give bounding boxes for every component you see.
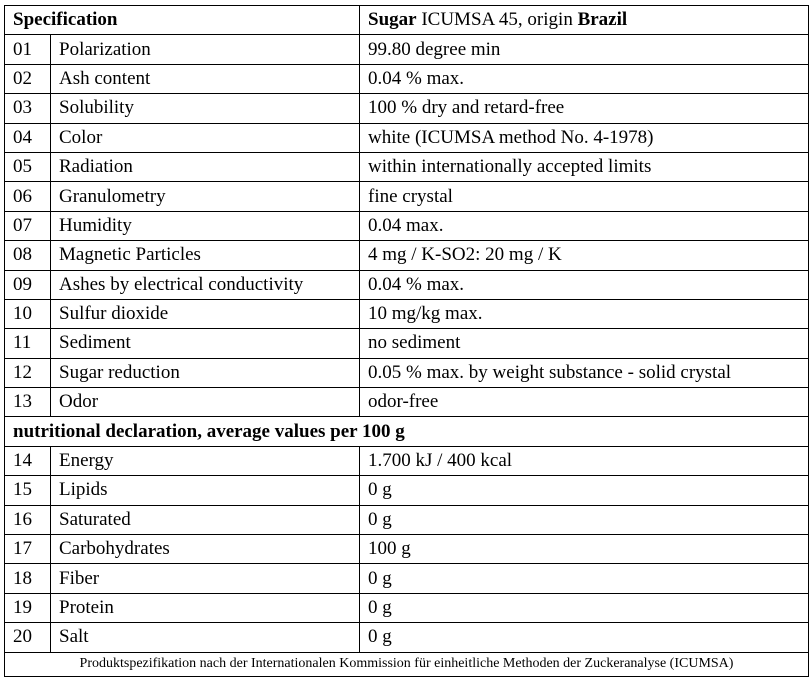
table-row — [5, 299, 809, 328]
row-property: Carbohydrates — [51, 535, 360, 564]
row-value: 0 g — [360, 476, 809, 505]
table-row — [5, 94, 809, 123]
row-number: 09 — [5, 270, 51, 299]
row-property: Protein — [51, 593, 360, 622]
row-property: Sugar reduction — [51, 358, 360, 387]
row-number: 18 — [5, 564, 51, 593]
row-value: within internationally accepted limits — [360, 152, 809, 181]
table-row — [5, 152, 809, 181]
row-value: 100 g — [360, 535, 809, 564]
row-number: 10 — [5, 299, 51, 328]
row-number: 04 — [5, 123, 51, 152]
row-value: 0 g — [360, 593, 809, 622]
row-number: 06 — [5, 182, 51, 211]
table-row — [5, 64, 809, 93]
row-property: Radiation — [51, 152, 360, 181]
row-number: 13 — [5, 388, 51, 417]
product-heading — [360, 6, 809, 35]
row-property: Salt — [51, 623, 360, 652]
row-number: 01 — [5, 35, 51, 64]
row-number: 08 — [5, 241, 51, 270]
table-row — [5, 593, 809, 622]
nutrition-section-row — [5, 417, 809, 446]
table-row — [5, 329, 809, 358]
table-row — [5, 564, 809, 593]
row-value: 1.700 kJ / 400 kcal — [360, 446, 809, 475]
row-value: 0 g — [360, 623, 809, 652]
row-property: Ashes by electrical conductivity — [51, 270, 360, 299]
row-number: 17 — [5, 535, 51, 564]
row-number: 16 — [5, 505, 51, 534]
row-number: 20 — [5, 623, 51, 652]
row-property: Ash content — [51, 64, 360, 93]
table-row — [5, 358, 809, 387]
row-value: 0.04 % max. — [360, 64, 809, 93]
row-value: fine crystal — [360, 182, 809, 211]
table-row — [5, 182, 809, 211]
row-value: 0.04 max. — [360, 211, 809, 240]
row-property: Odor — [51, 388, 360, 417]
row-property: Fiber — [51, 564, 360, 593]
row-value: 4 mg / K-SO2: 20 mg / K — [360, 241, 809, 270]
row-value: 0 g — [360, 505, 809, 534]
footer-row — [5, 652, 809, 676]
row-value: odor-free — [360, 388, 809, 417]
row-value: no sediment — [360, 329, 809, 358]
row-value: 0 g — [360, 564, 809, 593]
row-value: 0.04 % max. — [360, 270, 809, 299]
product-origin: Brazil — [577, 9, 628, 31]
row-property: Humidity — [51, 211, 360, 240]
row-property: Sulfur dioxide — [51, 299, 360, 328]
table-row — [5, 270, 809, 299]
table-row — [5, 446, 809, 475]
specification-heading: Specification — [5, 6, 360, 35]
table-row — [5, 388, 809, 417]
row-property: Magnetic Particles — [51, 241, 360, 270]
nutrition-heading: nutritional declaration, average values per 100 g — [5, 417, 809, 446]
row-number: 02 — [5, 64, 51, 93]
table-row — [5, 35, 809, 64]
row-number: 12 — [5, 358, 51, 387]
row-property: Energy — [51, 446, 360, 475]
row-number: 11 — [5, 329, 51, 358]
row-number: 03 — [5, 94, 51, 123]
row-value: 100 % dry and retard-free — [360, 94, 809, 123]
table-row — [5, 623, 809, 652]
row-value: 99.80 degree min — [360, 35, 809, 64]
table-header-row — [5, 6, 809, 35]
row-property: Sediment — [51, 329, 360, 358]
row-value: 0.05 % max. by weight substance - solid crystal — [360, 358, 809, 387]
row-property: Granulometry — [51, 182, 360, 211]
row-property: Saturated — [51, 505, 360, 534]
row-property: Lipids — [51, 476, 360, 505]
row-number: 05 — [5, 152, 51, 181]
table-row — [5, 211, 809, 240]
product-name: Sugar — [368, 9, 417, 31]
row-number: 14 — [5, 446, 51, 475]
row-property: Color — [51, 123, 360, 152]
row-value: white (ICUMSA method No. 4-1978) — [360, 123, 809, 152]
row-property: Polarization — [51, 35, 360, 64]
specification-table — [4, 5, 809, 677]
footer-note: Produktspezifikation nach der Internationalen Kommission für einheitliche Methoden der Zuckeranalyse (ICUMSA) — [5, 652, 809, 676]
table-row — [5, 123, 809, 152]
row-number: 15 — [5, 476, 51, 505]
row-number: 19 — [5, 593, 51, 622]
product-grade: ICUMSA 45, origin — [416, 9, 578, 31]
table-row — [5, 535, 809, 564]
row-value: 10 mg/kg max. — [360, 299, 809, 328]
row-number: 07 — [5, 211, 51, 240]
table-row — [5, 241, 809, 270]
table-row — [5, 476, 809, 505]
row-property: Solubility — [51, 94, 360, 123]
table-row — [5, 505, 809, 534]
